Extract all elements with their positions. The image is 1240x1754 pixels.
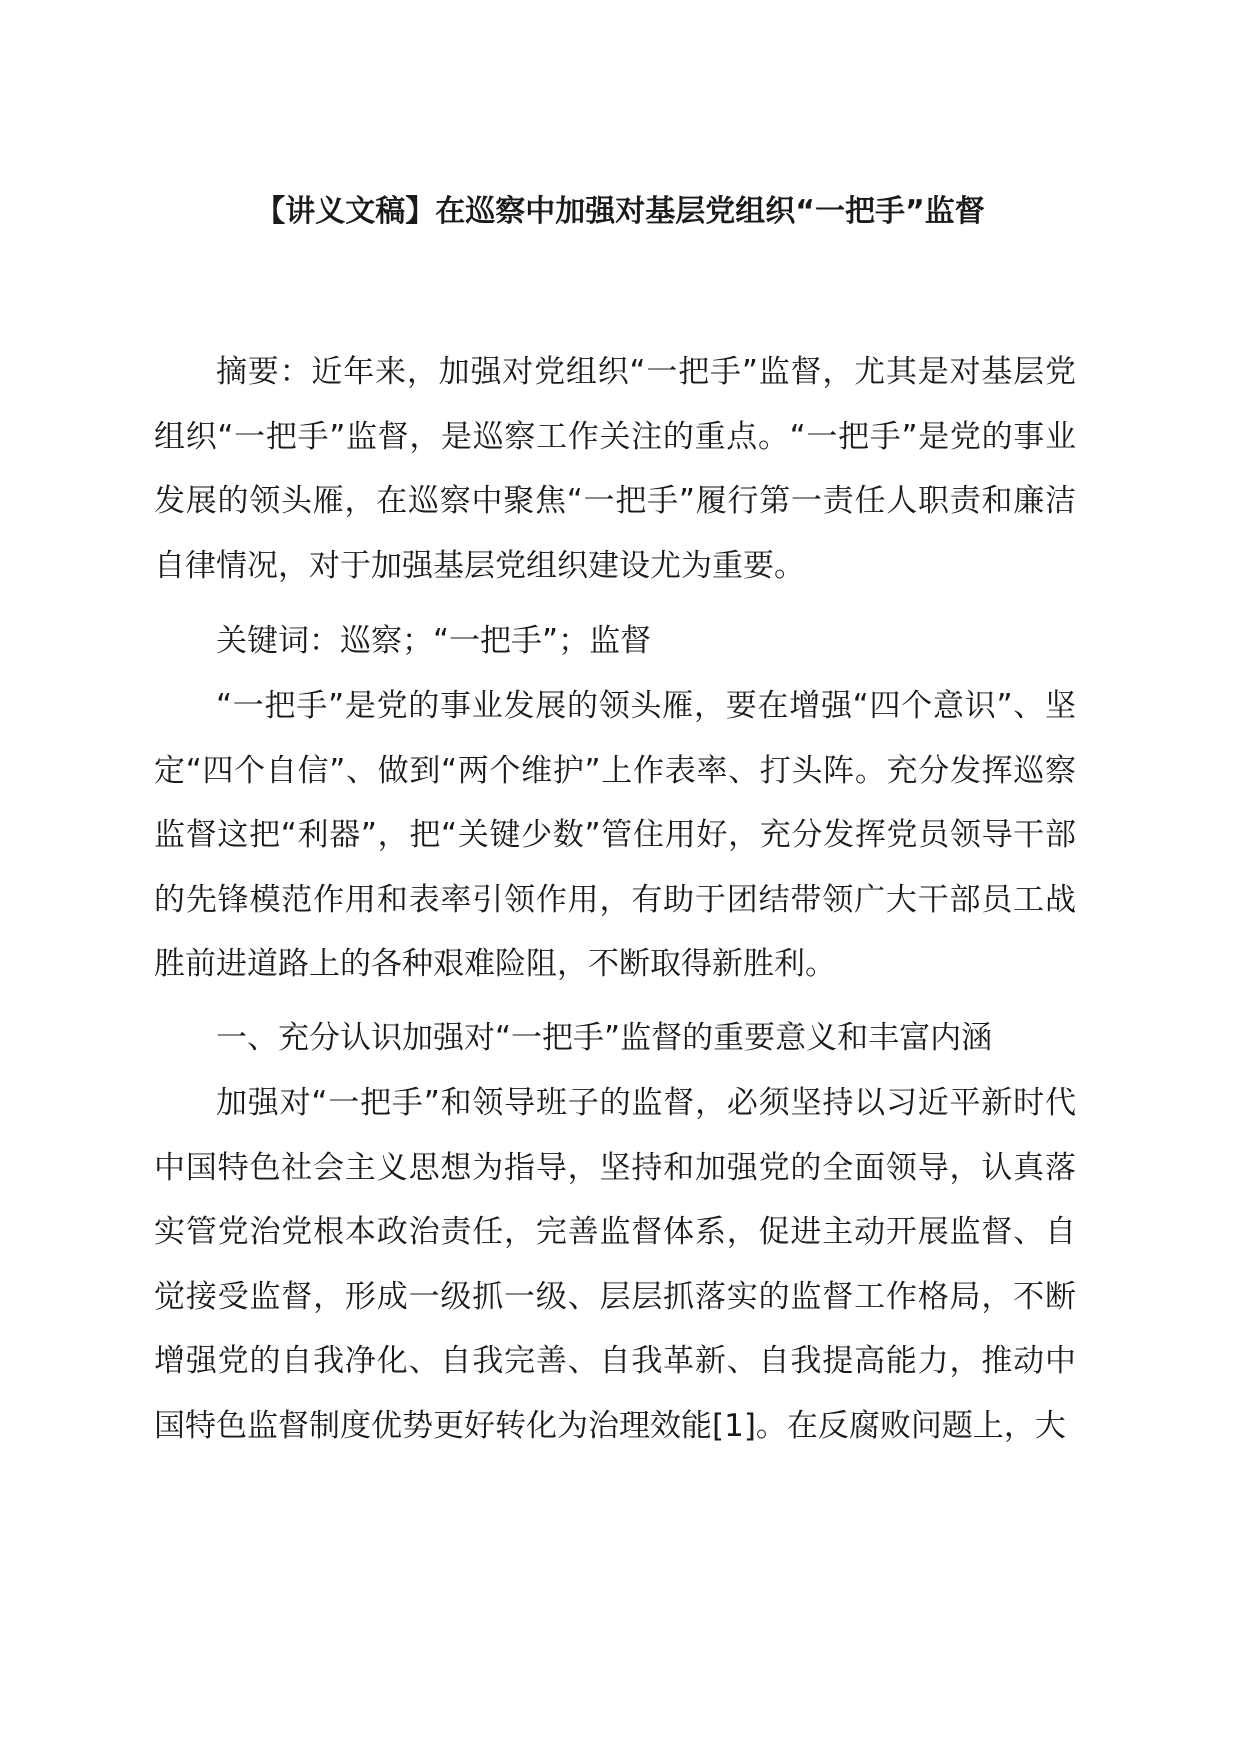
section-1-paragraph <box>154 1071 1076 1458</box>
section-heading-1 <box>154 1006 1076 1071</box>
keywords-text: 关键词：巡察；“一把手”；监督 <box>216 623 652 659</box>
section-1-text: 加强对“一把手”和领导班子的监督，必须坚持以习近平新时代中国特色社会主义思想为指导，坚持和加强党的全面领导，认真落实管党治党根本政治责任，完善监督体系，促进主动开展监督、自觉接受监督，形成一级抓一级、层层抓落实的监督工作格局，不断增强党的自我净化、自我完善、自我革新、自我提高能力，推动中国特色监督制度优势更好转化为治理效能[1]。在反腐败问题上，大 <box>154 1085 1076 1444</box>
intro-text: “一把手”是党的事业发展的领头雁，要在增强“四个意识”、坚定“四个自信”、做到“两个维护”上作表率、打头阵。充分发挥巡察监督这把“利器”，把“关键少数”管住用好，充分发挥党员领导干部的先锋模范作用和表率引领作用，有助于团结带领广大干部员工战胜前进道路上的各种艰难险阻，不断取得新胜利。 <box>154 688 1076 982</box>
abstract-paragraph <box>154 340 1076 598</box>
intro-paragraph <box>154 674 1076 997</box>
section-heading-1-text: 一、充分认识加强对“一把手”监督的重要意义和丰富内涵 <box>216 1020 993 1056</box>
abstract-text: 摘要：近年来，加强对党组织“一把手”监督，尤其是对基层党组织“一把手”监督，是巡察工作关注的重点。“一把手”是党的事业发展的领头雁，在巡察中聚焦“一把手”履行第一责任人职责和廉洁自律情况，对于加强基层党组织建设尤为重要。 <box>154 354 1076 584</box>
keywords-paragraph <box>154 609 1076 674</box>
document-title: 【讲义文稿】在巡察中加强对基层党组织“一把手”监督 <box>255 194 985 229</box>
